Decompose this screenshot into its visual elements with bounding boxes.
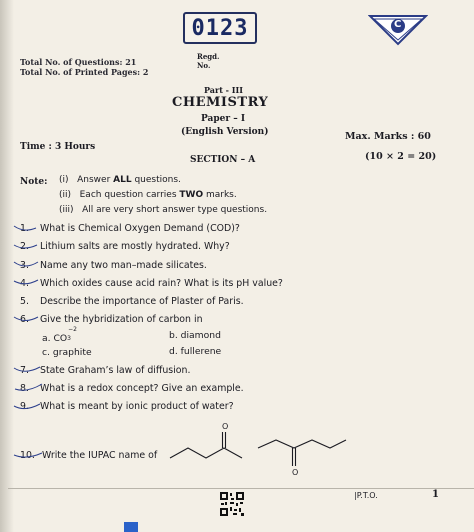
note-text: All are very short answer type questions. xyxy=(82,205,268,215)
ketone-structure-2 xyxy=(258,440,346,466)
note-emphasis: TWO xyxy=(179,190,204,200)
question-text: State Graham’s law of diffusion. xyxy=(40,365,191,376)
question-number: 3. xyxy=(20,260,29,271)
note-label: Note: xyxy=(20,177,48,187)
pen-tick xyxy=(14,280,38,284)
total-pages: Total No. of Printed Pages: 2 xyxy=(20,67,149,77)
question-number: 6. xyxy=(20,314,29,325)
carbon-chain xyxy=(258,440,346,448)
question-number: 7. xyxy=(20,365,29,376)
max-marks: Max. Marks : 60 xyxy=(345,131,431,142)
superscript: −2 xyxy=(68,326,77,333)
pen-tick xyxy=(14,367,40,371)
section-heading: SECTION – A xyxy=(190,155,256,165)
subject-title: CHEMISTRY xyxy=(172,95,269,110)
q10-structures xyxy=(168,418,348,488)
ketone-structure-1 xyxy=(170,432,242,458)
version-label: (English Version) xyxy=(181,127,269,137)
page-number: 1 xyxy=(432,489,439,500)
section-marks: (10 × 2 = 20) xyxy=(365,151,437,162)
question-number: 9. xyxy=(20,401,29,412)
question-number: 10. xyxy=(20,450,35,461)
time-label: Time : 3 Hours xyxy=(20,142,96,152)
scan-marker xyxy=(124,522,138,532)
question-text: Give the hybridization of carbon in xyxy=(40,314,203,325)
pto-label: |P.T.O. xyxy=(354,491,378,500)
note-marker: (i) xyxy=(59,175,69,185)
pen-tick xyxy=(14,404,40,409)
paper-code-box: 0123 xyxy=(183,12,257,44)
regd-line-2: No. xyxy=(197,61,211,70)
question-number: 1. xyxy=(20,223,29,234)
question-text: Which oxides cause acid rain? What is its pH value? xyxy=(40,278,283,289)
oxygen-label-2: O xyxy=(292,468,299,477)
question-number: 4. xyxy=(20,278,29,289)
question-number: 8. xyxy=(20,383,29,394)
part-label: Part - III xyxy=(204,85,244,95)
question-number: 2. xyxy=(20,241,29,252)
pen-tick xyxy=(15,384,42,390)
question-text: What is Chemical Oxygen Demand (COD)? xyxy=(40,223,240,234)
note-emphasis: ALL xyxy=(113,175,132,185)
q6-option-d: d. fullerene xyxy=(169,346,222,357)
pen-tick xyxy=(14,262,38,266)
carbon-chain xyxy=(170,448,242,458)
note-text-end: questions. xyxy=(131,175,181,185)
q6-option-a-formula: a. CO xyxy=(42,333,68,344)
note-marker: (iii) xyxy=(59,205,74,215)
footer-divider xyxy=(8,488,474,489)
question-text: Lithium salts are mostly hydrated. Why? xyxy=(40,241,230,252)
total-questions: Total No. of Questions: 21 xyxy=(20,57,137,67)
subscript: 3 xyxy=(67,335,71,342)
oxygen-label-1: O xyxy=(222,422,229,431)
set-letter: C xyxy=(394,19,402,30)
paper-label: Paper – I xyxy=(201,114,246,124)
note-text: Each question carries xyxy=(79,190,180,200)
q6-option-c: c. graphite xyxy=(42,347,92,358)
pen-tick xyxy=(14,317,38,321)
question-number: 5. xyxy=(20,296,29,307)
question-text: What is a redox concept? Give an example. xyxy=(40,383,244,394)
regd-line-1: Regd. xyxy=(197,52,220,61)
note-marker: (ii) xyxy=(59,190,72,200)
qr-code-icon xyxy=(219,491,245,517)
question-text: What is meant by ionic product of water? xyxy=(40,401,234,412)
question-text: Write the IUPAC name of xyxy=(42,450,158,461)
question-text: Name any two man–made silicates. xyxy=(40,260,207,271)
note-text: Answer xyxy=(77,175,114,185)
pen-tick xyxy=(14,453,42,457)
note-text-end: marks. xyxy=(203,190,237,200)
pen-tick xyxy=(14,226,36,230)
pen-tick xyxy=(14,245,37,248)
q6-option-b: b. diamond xyxy=(169,330,221,341)
question-text: Describe the importance of Plaster of Paris. xyxy=(40,296,244,307)
